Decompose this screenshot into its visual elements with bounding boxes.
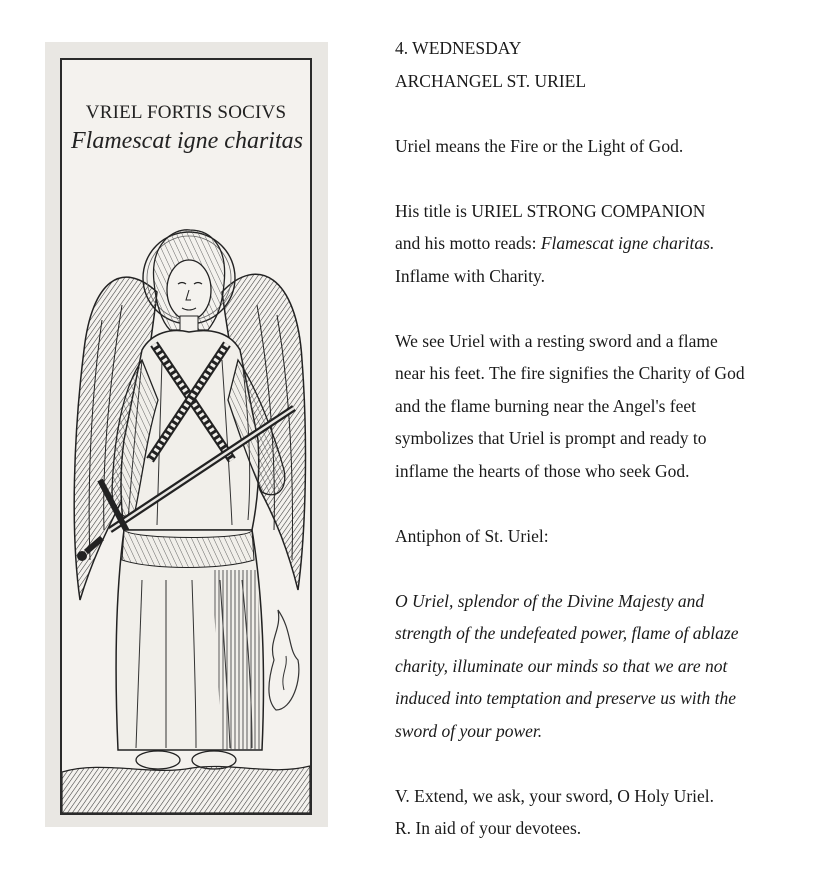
title-line <box>395 195 815 228</box>
heading-block <box>395 32 815 97</box>
motto-translation: Inflame with Charity. <box>395 265 546 286</box>
motto-latin: Flamescat igne charitas. <box>540 233 715 253</box>
archangel-uriel-engraving-icon <box>62 60 310 813</box>
engraving-plate <box>60 58 312 815</box>
antiphon-paragraph <box>395 585 815 748</box>
day-heading: 4. WEDNESDAY <box>395 38 522 58</box>
engraving-image <box>45 42 328 827</box>
description-line: near his feet. The fire signifies the Charity of God <box>395 363 745 383</box>
description-line: and the flame burning near the Angel's feet <box>395 395 697 416</box>
engraving-inscription-motto: Flamescat igne charitas <box>71 128 303 154</box>
meaning-text: Uriel means the Fire or the Light of God. <box>395 135 684 156</box>
antiphon-label-paragraph <box>395 520 815 553</box>
description-line: symbolizes that Uriel is prompt and ready to <box>395 428 707 448</box>
description-line: inflame the hearts of those who seek God. <box>395 460 690 481</box>
antiphon-line: O Uriel, splendor of the Divine Majesty and <box>395 590 705 611</box>
antiphon-line: induced into temptation and preserve us with the <box>395 688 737 708</box>
motto-prefix: and his motto reads: <box>395 233 541 253</box>
description-line: We see Uriel with a resting sword and a flame <box>395 330 718 351</box>
title-paragraph <box>395 195 815 293</box>
antiphon-line: sword of your power. <box>395 720 543 741</box>
devotional-text <box>395 32 815 845</box>
engraving-inscription-title: VRIEL FORTIS SOCIVS <box>85 102 287 123</box>
versicle-response-paragraph <box>395 780 815 845</box>
antiphon-line: charity, illuminate our minds so that we are not <box>395 655 728 676</box>
meaning-paragraph <box>395 130 815 163</box>
motto-line <box>395 227 815 260</box>
title-prefix: His title is <box>395 200 472 221</box>
versicle-line: V. Extend, we ask, your sword, O Holy Uriel. <box>395 785 715 806</box>
title-name: URIEL STRONG COMPANION <box>471 200 706 221</box>
antiphon-line: strength of the undefeated power, flame of ablaze <box>395 623 739 643</box>
antiphon-label: Antiphon of St. Uriel: <box>395 525 549 546</box>
response-line: R. In aid of your devotees. <box>395 818 582 838</box>
description-paragraph <box>395 325 815 488</box>
archangel-name-heading: ARCHANGEL ST. URIEL <box>395 70 587 91</box>
